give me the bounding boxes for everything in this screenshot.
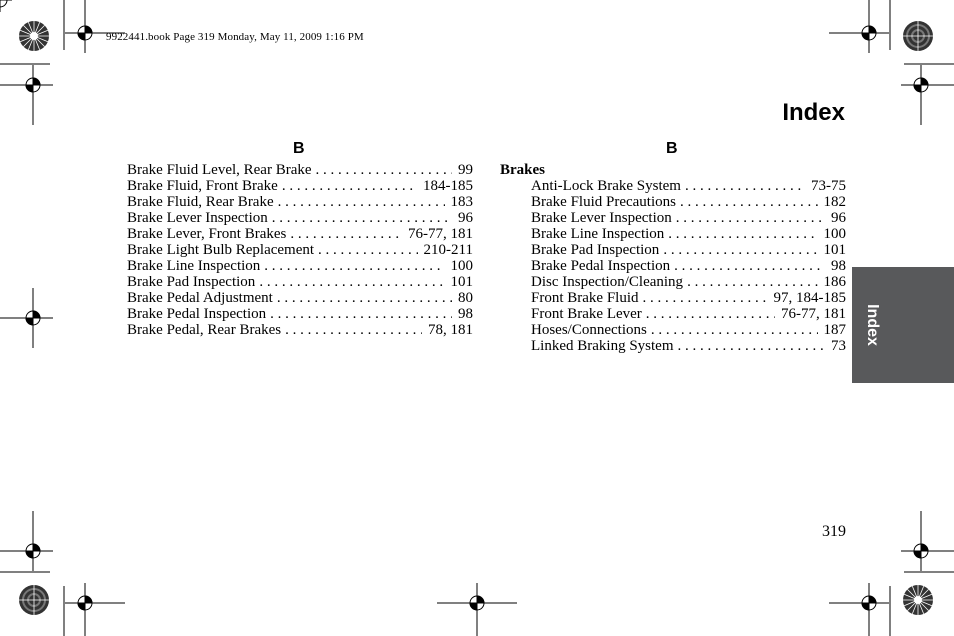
index-term: Brake Line Inspection (127, 258, 261, 274)
dot-leader (314, 242, 418, 258)
index-pages: 210-211 (423, 242, 473, 258)
index-entry (500, 226, 846, 242)
index-entry (127, 194, 473, 210)
index-entry (127, 210, 473, 226)
index-heading: Brakes (500, 162, 545, 178)
index-pages: 186 (823, 274, 846, 290)
index-entry (127, 162, 473, 178)
index-entry (127, 178, 473, 194)
index-entry (500, 274, 846, 290)
dot-leader (664, 226, 817, 242)
index-term: Brake Pedal Adjustment (127, 290, 273, 306)
index-entry (500, 210, 846, 226)
index-entry (127, 274, 473, 290)
index-pages: 96 (458, 210, 473, 226)
index-term: Brake Pedal Inspection (127, 306, 267, 322)
index-pages: 187 (823, 322, 846, 338)
index-pages: 78, 181 (428, 322, 473, 338)
dot-leader (672, 210, 825, 226)
index-term: Brake Light Bulb Replacement (127, 242, 315, 258)
index-term: Brake Line Inspection (531, 226, 665, 242)
dot-leader (312, 162, 452, 178)
dot-leader (273, 290, 452, 306)
dot-leader (286, 226, 402, 242)
left-index-column (127, 162, 473, 338)
index-term: Brake Pedal Inspection (531, 258, 671, 274)
index-term: Brake Lever Inspection (127, 210, 268, 226)
index-pages: 76-77, 181 (781, 306, 846, 322)
index-pages: 100 (450, 258, 473, 274)
side-tab-label: Index (864, 304, 881, 346)
index-term: Front Brake Lever (531, 306, 642, 322)
index-entry (500, 258, 846, 274)
index-pages: 80 (458, 290, 473, 306)
index-term: Hoses/Connections (531, 322, 647, 338)
index-entry (127, 290, 473, 306)
dot-leader (670, 258, 825, 274)
dot-leader (255, 274, 444, 290)
dot-leader (281, 322, 422, 338)
index-pages: 96 (831, 210, 846, 226)
index-pages: 73-75 (811, 178, 846, 194)
index-entry (127, 322, 473, 338)
dot-leader (268, 210, 452, 226)
index-pages: 98 (831, 258, 846, 274)
index-pages: 100 (823, 226, 846, 242)
index-term: Anti-Lock Brake System (531, 178, 681, 194)
index-entry (127, 306, 473, 322)
dot-leader (642, 306, 775, 322)
index-term: Brake Lever Inspection (531, 210, 672, 226)
index-pages: 183 (450, 194, 473, 210)
left-column-letter: B (293, 140, 305, 157)
index-term: Brake Fluid, Rear Brake (127, 194, 274, 210)
index-term: Brake Fluid Level, Rear Brake (127, 162, 312, 178)
index-entry (500, 306, 846, 322)
dot-leader (674, 338, 826, 354)
dot-leader (647, 322, 818, 338)
index-term: Brake Fluid Precautions (531, 194, 676, 210)
index-pages: 184-185 (423, 178, 473, 194)
index-pages: 182 (823, 194, 846, 210)
page-number: 319 (822, 523, 846, 540)
index-entry (127, 258, 473, 274)
index-pages: 99 (458, 162, 473, 178)
index-pages: 97, 184-185 (773, 290, 846, 306)
index-term: Linked Braking System (531, 338, 674, 354)
index-entry (500, 338, 846, 354)
index-term: Brake Pedal, Rear Brakes (127, 322, 282, 338)
index-entry (127, 242, 473, 258)
index-pages: 98 (458, 306, 473, 322)
index-entry (500, 194, 846, 210)
index-term: Front Brake Fluid (531, 290, 639, 306)
dot-leader (683, 274, 817, 290)
dot-leader (274, 194, 445, 210)
index-term: Brake Fluid, Front Brake (127, 178, 278, 194)
print-header: 9922441.book Page 319 Monday, May 11, 2009 1:16 PM (106, 31, 364, 43)
index-term: Disc Inspection/Cleaning (531, 274, 684, 290)
index-pages: 76-77, 181 (408, 226, 473, 242)
index-term: Brake Pad Inspection (127, 274, 256, 290)
index-term: Brake Lever, Front Brakes (127, 226, 287, 242)
dot-leader (659, 242, 817, 258)
dot-leader (681, 178, 805, 194)
index-entry (127, 226, 473, 242)
index-entry (500, 322, 846, 338)
index-pages: 101 (450, 274, 473, 290)
index-term: Brake Pad Inspection (531, 242, 660, 258)
dot-leader (676, 194, 818, 210)
index-pages: 73 (831, 338, 846, 354)
dot-leader (266, 306, 452, 322)
dot-leader (639, 290, 768, 306)
dot-leader (260, 258, 444, 274)
index-entry (500, 290, 846, 306)
page-title: Index (782, 99, 845, 126)
right-column-letter: B (666, 140, 678, 157)
index-entry (500, 242, 846, 258)
dot-leader (278, 178, 417, 194)
right-index-column (500, 162, 846, 354)
index-entry (500, 178, 846, 194)
index-pages: 101 (823, 242, 846, 258)
